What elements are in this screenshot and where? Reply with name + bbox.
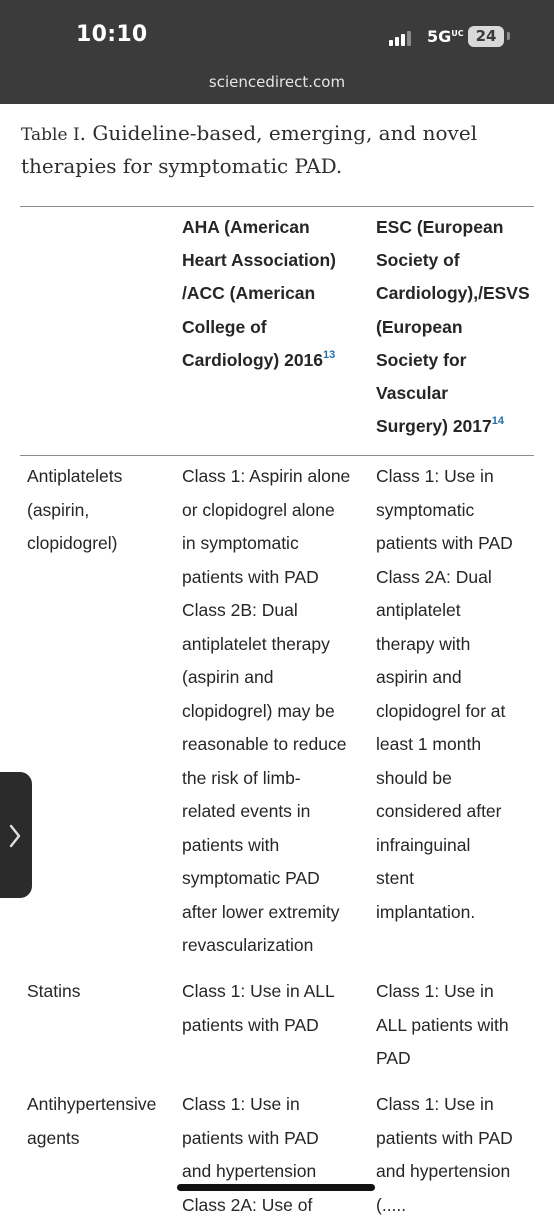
cell-line: symptomatic PAD <box>182 862 370 896</box>
cell-line: and hypertension <box>376 1155 534 1189</box>
row-antiplatelets-esc <box>376 460 534 929</box>
cell-line: ESC (European <box>376 211 534 244</box>
network-indicator <box>427 27 464 46</box>
cell-line: related events in <box>182 795 370 829</box>
network-suffix: UC <box>451 29 463 38</box>
network-type: 5G <box>427 27 451 46</box>
row-antiplatelets-therapy <box>27 460 177 561</box>
row-statins-therapy <box>27 975 177 1009</box>
cell-line: AHA (American <box>182 211 370 244</box>
cell-line: Surgery) 2017$^{14}$ <box>376 410 534 443</box>
cell-line: PAD <box>376 1042 534 1076</box>
caption-line-2: therapies for symptomatic PAD. <box>21 151 521 182</box>
cell-line: patients with PAD <box>182 1009 370 1043</box>
side-panel-handle[interactable] <box>0 772 32 898</box>
cell-line: patients with PAD <box>182 561 370 595</box>
cell-line: Class 1: Use in <box>376 460 534 494</box>
cell-line: College of <box>182 311 370 344</box>
cell-line: (aspirin and <box>182 661 370 695</box>
cell-line: Class 1: Aspirin alone <box>182 460 370 494</box>
cell-line: Heart Association) <box>182 244 370 277</box>
row-antihypertensive-aha <box>182 1088 370 1222</box>
cell-line: patients with PAD <box>376 527 534 561</box>
cell-line: should be <box>376 762 534 796</box>
cell-line: clopidogrel) <box>27 527 177 561</box>
cell-line: (aspirin, <box>27 494 177 528</box>
chevron-right-icon <box>8 823 22 849</box>
cell-line: ALL patients with <box>376 1009 534 1043</box>
cell-line: Class 2A: Use of <box>182 1189 370 1222</box>
reference-link[interactable]: 14 <box>492 415 504 427</box>
cellular-signal-icon <box>389 30 415 46</box>
cell-line: Class 1: Use in <box>182 1088 370 1122</box>
battery-tip <box>507 32 510 40</box>
status-time: 10:10 <box>76 22 148 47</box>
cell-line: reasonable to reduce <box>182 728 370 762</box>
cell-line: implantation. <box>376 896 534 930</box>
cell-line: Class 1: Use in <box>376 975 534 1009</box>
cell-line: Cardiology),/ESVS <box>376 277 534 310</box>
row-antihypertensive-therapy <box>27 1088 177 1155</box>
cell-line: antiplatelet <box>376 594 534 628</box>
caption-label: Table I <box>21 125 80 145</box>
cell-line: agents <box>27 1122 177 1156</box>
row-antihypertensive-esc <box>376 1088 534 1222</box>
cell-line: /ACC (American <box>182 277 370 310</box>
cell-line: and hypertension <box>182 1155 370 1189</box>
row-statins-esc <box>376 975 534 1076</box>
cell-line: Class 1: Use in <box>376 1088 534 1122</box>
cell-line: Antihypertensive <box>27 1088 177 1122</box>
cell-line: symptomatic <box>376 494 534 528</box>
cell-line: aspirin and <box>376 661 534 695</box>
header-esc-esvs <box>376 211 534 443</box>
cell-line: clopidogrel) may be <box>182 695 370 729</box>
cell-line: Statins <box>27 975 177 1009</box>
cell-line: (..... <box>376 1189 534 1222</box>
cell-line: least 1 month <box>376 728 534 762</box>
browser-chrome <box>0 0 554 104</box>
cell-line: the risk of limb- <box>182 762 370 796</box>
cell-line: Class 2A: Dual <box>376 561 534 595</box>
row-statins-aha <box>182 975 370 1042</box>
row-antiplatelets-aha <box>182 460 370 963</box>
table-caption <box>21 118 521 182</box>
cell-line: clopidogrel for at <box>376 695 534 729</box>
cell-line: or clopidogrel alone <box>182 494 370 528</box>
cell-line: Society of <box>376 244 534 277</box>
table-header-rule <box>20 455 534 456</box>
cell-line: antiplatelet therapy <box>182 628 370 662</box>
cell-line: Society for <box>376 344 534 377</box>
cell-line: considered after <box>376 795 534 829</box>
cell-line: revascularization <box>182 929 370 963</box>
cell-line: Cardiology) 2016$^{13}$ <box>182 344 370 377</box>
address-bar-url[interactable]: sciencedirect.com <box>0 73 554 91</box>
cell-line: patients with <box>182 829 370 863</box>
battery-level: 24 <box>476 27 497 45</box>
cell-line: Vascular <box>376 377 534 410</box>
home-indicator[interactable] <box>177 1184 375 1191</box>
cell-line: therapy with <box>376 628 534 662</box>
cell-line: Antiplatelets <box>27 460 177 494</box>
battery-icon <box>468 26 504 47</box>
header-aha-acc <box>182 211 370 377</box>
cell-line: in symptomatic <box>182 527 370 561</box>
caption-line-1-rest: . Guideline-based, emerging, and novel <box>80 121 477 145</box>
cell-line: Class 1: Use in ALL <box>182 975 370 1009</box>
cell-line: (European <box>376 311 534 344</box>
cell-line: patients with PAD <box>182 1122 370 1156</box>
table-top-rule <box>20 206 534 207</box>
reference-link[interactable]: 13 <box>323 349 335 361</box>
cell-line: after lower extremity <box>182 896 370 930</box>
cell-line: infrainguinal <box>376 829 534 863</box>
cell-line: Class 2B: Dual <box>182 594 370 628</box>
caption-line-1 <box>21 118 521 151</box>
cell-line: patients with PAD <box>376 1122 534 1156</box>
cell-line: stent <box>376 862 534 896</box>
